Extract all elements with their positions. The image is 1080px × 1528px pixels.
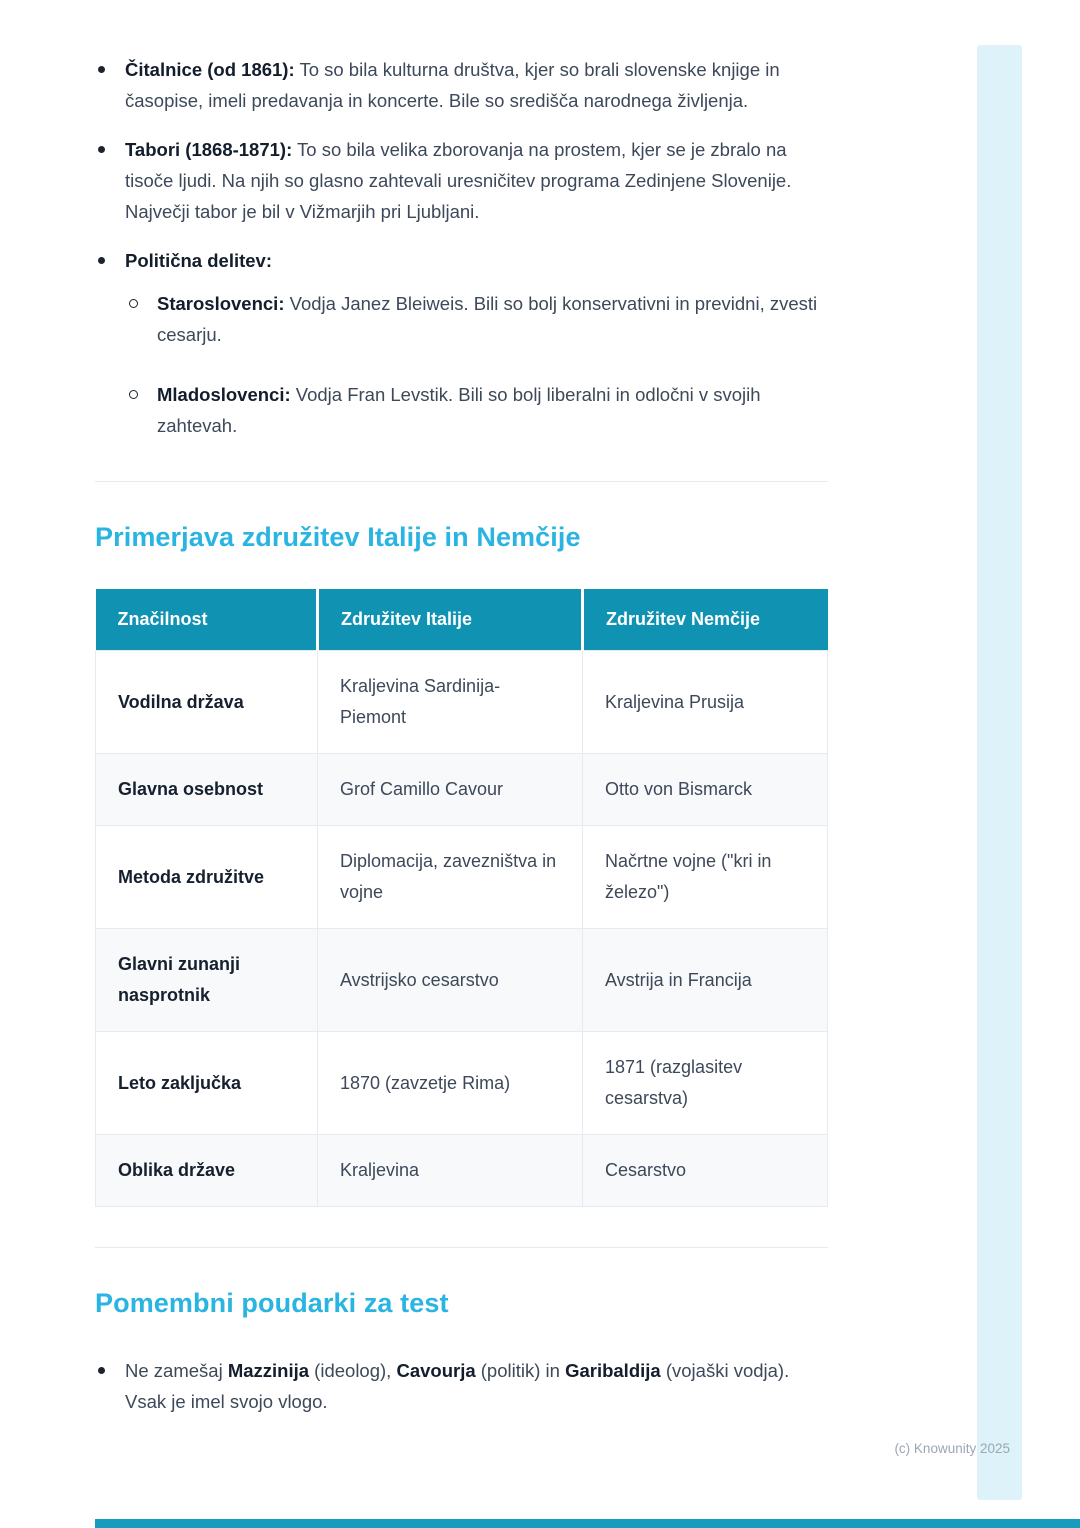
section-title-test: Pomembni poudarki za test — [95, 1288, 449, 1318]
page-bottom-bar — [95, 1519, 1080, 1528]
comparison-table — [95, 589, 828, 1207]
bullet-text: Tabori (1868-1871): To so bila velika zborovanja na prostem, kjer se je zbralo na tisoče ljudi. Na njih so glasno zahtevali uresničitev programa Zedinjene Slovenije. Največji tabor je bil v Vižmarjih pri Ljubljani. — [125, 139, 792, 222]
table-cell-germany: 1871 (razglasitev cesarstva) — [583, 1032, 828, 1135]
table-cell-feature: Oblika države — [96, 1135, 318, 1207]
table-cell-feature: Leto zaključka — [96, 1032, 318, 1135]
table-row — [96, 929, 828, 1032]
table-row — [96, 754, 828, 826]
table-row — [96, 826, 828, 929]
table-cell-italy: Avstrijsko cesarstvo — [318, 929, 583, 1032]
table-cell-germany: Cesarstvo — [583, 1135, 828, 1207]
table-row — [96, 651, 828, 754]
table-cell-feature: Metoda združitve — [96, 826, 318, 929]
table-cell-italy: Diplomacija, zavezništva in vojne — [318, 826, 583, 929]
table-cell-feature: Vodilna država — [96, 651, 318, 754]
bullet-dot-icon — [98, 1367, 105, 1374]
bullet-text: Ne zamešaj Mazzinija (ideolog), Cavourja (politik) in Garibaldija (vojaški vodja). Vsak je imel svojo vlogo. — [125, 1360, 790, 1412]
table-header-cell: Značilnost — [96, 589, 318, 651]
table-header-row — [96, 589, 828, 651]
sub-bullet-text: Mladoslovenci: Vodja Fran Levstik. Bili so bolj liberalni in odločni v svojih zahtevah. — [157, 384, 761, 436]
bullet-dot-icon — [98, 146, 105, 153]
section-title-compare: Primerjava združitev Italije in Nemčije — [95, 522, 581, 552]
table-cell-germany: Kraljevina Prusija — [583, 651, 828, 754]
table-header-cell: Združitev Italije — [318, 589, 583, 651]
table-cell-germany: Otto von Bismarck — [583, 754, 828, 826]
bullet-text: Čitalnice (od 1861): To so bila kulturna društva, kjer so brali slovenske knjige in časopise, imeli predavanja in koncerte. Bile so središča narodnega življenja. — [125, 59, 780, 111]
bullet-dot-icon — [98, 257, 105, 264]
table-cell-italy: Grof Camillo Cavour — [318, 754, 583, 826]
table-row — [96, 1135, 828, 1207]
document-content — [95, 54, 828, 1417]
table-cell-italy: Kraljevina Sardinija-Piemont — [318, 651, 583, 754]
table-cell-germany: Avstrija in Francija — [583, 929, 828, 1032]
section-divider — [95, 1247, 828, 1248]
page-side-strip — [977, 45, 1022, 1500]
table-cell-feature: Glavni zunanji nasprotnik — [96, 929, 318, 1032]
table-cell-italy: 1870 (zavzetje Rima) — [318, 1032, 583, 1135]
section-divider — [95, 481, 828, 482]
table-cell-feature: Glavna osebnost — [96, 754, 318, 826]
sub-bullet-list — [125, 288, 828, 441]
table-row — [96, 1032, 828, 1135]
bullet-text: Politična delitev: — [125, 250, 273, 271]
test-bullet-list — [95, 1355, 828, 1417]
sub-bullet-item — [125, 379, 828, 441]
table-cell-germany: Načrtne vojne ("kri in železo") — [583, 826, 828, 929]
bullet-circle-icon — [129, 390, 138, 399]
table-header-cell: Združitev Nemčije — [583, 589, 828, 651]
bullet-item — [95, 134, 828, 227]
bullet-item — [95, 245, 828, 441]
bullet-item — [95, 54, 828, 116]
table-cell-italy: Kraljevina — [318, 1135, 583, 1207]
intro-bullet-list — [95, 54, 828, 441]
sub-bullet-text: Staroslovenci: Vodja Janez Bleiweis. Bili so bolj konservativni in previdni, zvesti cesarju. — [157, 293, 818, 345]
bullet-circle-icon — [129, 299, 138, 308]
sub-bullet-item — [125, 288, 828, 350]
bullet-dot-icon — [98, 66, 105, 73]
copyright-notice: (c) Knowunity 2025 — [894, 1441, 1010, 1456]
bullet-item — [95, 1355, 828, 1417]
comparison-table-wrap — [95, 589, 828, 1207]
